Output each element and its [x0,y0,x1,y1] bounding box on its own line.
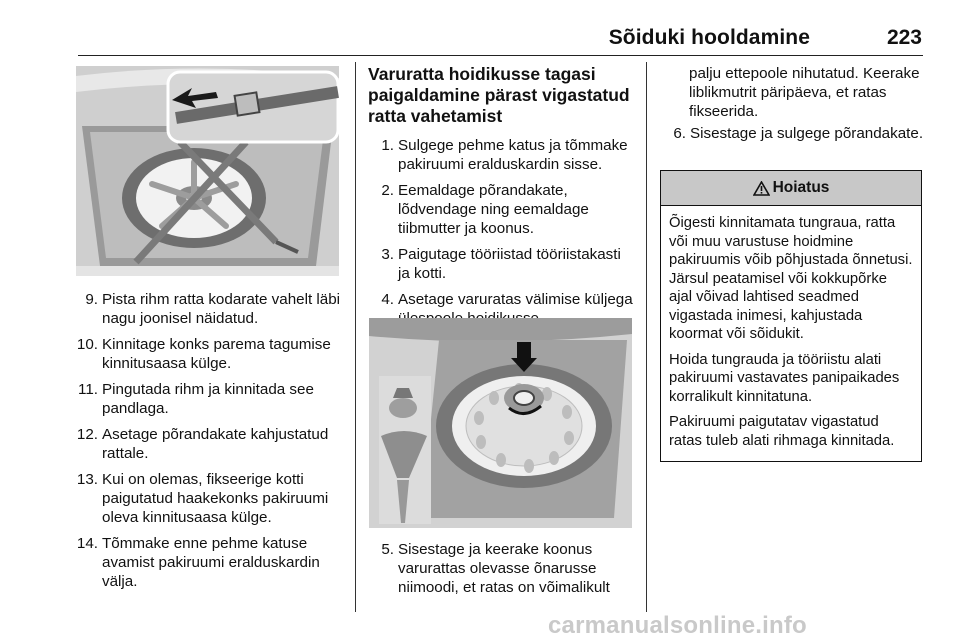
section-heading: Varuratta hoidikusse tagasi paigaldamine pärast vigastatud ratta vahetamist [368,64,630,126]
column-divider-left [355,62,356,612]
step-number: 3. [381,246,394,263]
step-text: Kui on olemas, fikseerige kotti paigutatud haakekonks pakiruumi oleva kinnitusaasa külge. [102,471,329,526]
stowing-steps-list [368,136,636,335]
cone-wingnut-drawing [369,318,632,528]
warning-paragraph: Hoida tungrauda ja tööriistu alati pakiruumi vastavates panipaikades korralikult kinnitatuna. [669,351,900,405]
step-number: 10. [76,336,98,353]
warning-paragraph: Õigesti kinnitamata tungraua, ratta või muu varustuse hoidmine pakiruumis võib põhjustada õnnetusi. Järsul peatamisel või kokkupõrke ajal võivad lahtised seadmed vigastada inimesi, kahjustada koormat või sõidukit. [669,215,913,342]
list-item [72,534,344,591]
step-text: Asetage põrandakate kahjustatud rattale. [102,426,329,462]
header-rule [78,55,923,56]
step-text: Sulgege pehme katus ja tõmmake pakiruumi eralduskardin sisse. [398,137,628,173]
step-number: 14. [76,535,98,552]
step-number: 5. [381,541,394,558]
step-number: 13. [76,471,98,488]
step-number: 9. [85,291,98,308]
step-text: Asetage varuratas välimise küljega [398,291,633,308]
warning-box [660,170,922,462]
step-number: 2. [381,182,394,199]
list-item [368,540,636,597]
spare-wheel-strap-drawing [76,66,339,276]
warning-body [661,206,921,450]
step-text: Sisestage ja keerake koonus varurattas olevasse õnarusse niimoodi, et ratas on võimalikult [398,541,610,596]
list-item [368,245,636,283]
step-number: 4. [381,291,394,308]
step-text: Paigutage tööriistad tööriistakasti ja kotti. [398,246,621,282]
list-item [72,470,344,527]
step-number: 6. [673,125,686,142]
stowing-steps-list-final [660,124,924,150]
list-item [368,181,636,238]
step-text: Kinnitage konks parema tagumise kinnitusaasa külge. [102,336,331,372]
step-text: Pingutada rihm ja kinnitada see pandlaga. [102,381,314,417]
continued-step-text: palju ettepoole nihutatud. Keerake liblikmutrit päripäeva, et ratas fikseerida. [689,65,920,120]
installation-steps-list-part-1 [72,290,344,598]
step-number: 12. [76,426,98,443]
list-item [72,290,344,328]
list-item [660,124,924,143]
cone-wingnut-illustration [369,318,632,528]
list-item [368,136,636,174]
step-number: 1. [381,137,394,154]
step-text: Sisestage ja sulgege põrandakate. [690,125,924,142]
warning-paragraph: Pakiruumi paigutatav vigastatud ratas tuleb alati rihmaga kinnitada. [669,414,895,449]
stowing-steps-list-continued [368,540,636,604]
step-text: Eemaldage põrandakate, lõdvendage ning eemaldage tiibmutter ja koonus. [398,182,589,237]
step-text: Pista rihm ratta kodarate vahelt läbi nagu joonisel näidatud. [102,291,341,327]
step-number: 11. [78,381,98,398]
list-item [72,335,344,373]
list-item [72,425,344,463]
warning-triangle-icon [753,180,771,196]
warning-title: Hoiatus [772,179,830,196]
page-number: 223 [886,26,922,49]
spare-wheel-strap-illustration [76,66,339,276]
site-watermark: carmanualsonline.info [548,612,807,639]
page-section-title: Sõiduki hooldamine [608,26,810,49]
step-text: Tõmmake enne pehme katuse avamist pakiruumi eralduskardin välja. [102,535,320,590]
warning-header [661,171,921,206]
column-divider-right [646,62,647,612]
list-item [72,380,344,418]
